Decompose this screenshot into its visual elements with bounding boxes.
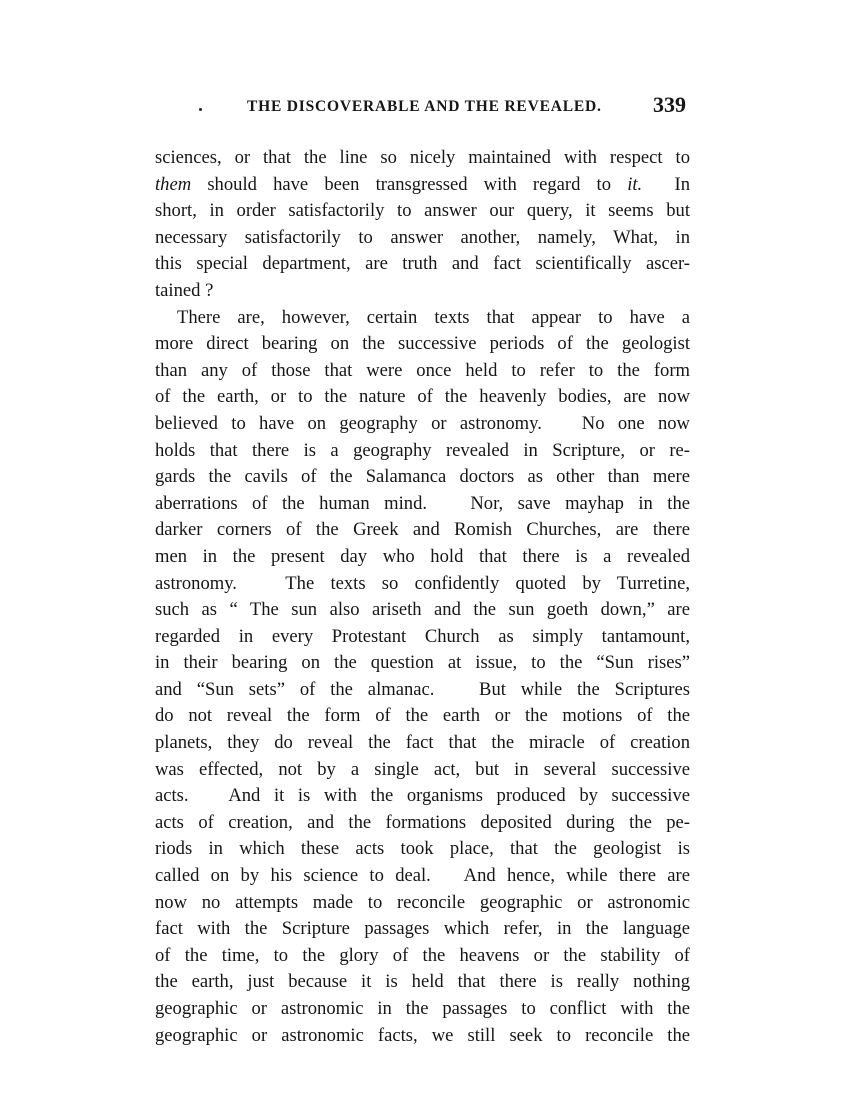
text-line	[155, 384, 690, 411]
text-line	[155, 677, 690, 704]
text-line	[155, 969, 690, 996]
text-line	[155, 145, 690, 172]
text-line	[155, 172, 690, 199]
text-line	[155, 943, 690, 970]
text-line	[155, 358, 690, 385]
text-line	[155, 411, 690, 438]
text-line	[155, 703, 690, 730]
line-text: aberrations of the human mind. Nor, save mayhap in the	[155, 492, 690, 514]
line-text: in their bearing on the question at issue, to the “Sun rises”	[155, 652, 690, 674]
text-line	[155, 996, 690, 1023]
text-line	[155, 225, 690, 252]
line-text: the earth, just because it is held that there is really nothing	[155, 971, 690, 993]
line-text: now no attempts made to reconcile geographic or astronomic	[155, 891, 690, 913]
line-text: more direct bearing on the successive periods of the geologist	[155, 333, 690, 355]
text-line	[155, 517, 690, 544]
text-line	[155, 836, 690, 863]
text-line	[155, 863, 690, 890]
italic-text: it.	[627, 173, 643, 195]
text-line	[155, 624, 690, 651]
line-text: do not reveal the form of the earth or the motions of the	[155, 705, 690, 727]
line-text: believed to have on geography or astronomy. No one now	[155, 412, 690, 434]
text-line	[155, 251, 690, 278]
text-line	[155, 757, 690, 784]
text-line	[155, 1023, 690, 1050]
line-text: short, in order satisfactorily to answer our query, it seems but	[155, 200, 690, 222]
header-title: THE DISCOVERABLE AND THE REVEALED.	[247, 98, 602, 115]
line-text: holds that there is a geography revealed in Scripture, or re-	[155, 439, 690, 461]
line-text: planets, they do reveal the fact that the miracle of creation	[155, 732, 690, 754]
text-line	[155, 916, 690, 943]
line-text: riods in which these acts took place, that the geologist is	[155, 838, 690, 860]
header-dot-mark	[199, 108, 202, 111]
text-line	[155, 597, 690, 624]
line-text: fact with the Scripture passages which refer, in the language	[155, 918, 690, 940]
text-line	[155, 650, 690, 677]
text-line	[155, 331, 690, 358]
text-line	[155, 571, 690, 598]
line-text: darker corners of the Greek and Romish Churches, are there	[155, 519, 690, 541]
line-text: astronomy. The texts so confidently quoted by Turretine,	[155, 572, 690, 594]
line-text: should have been transgressed with regard to	[191, 173, 628, 195]
line-text: acts. And it is with the organisms produced by successive	[155, 785, 690, 807]
text-line	[155, 278, 690, 305]
line-text: men in the present day who hold that there is a revealed	[155, 545, 690, 567]
running-header	[155, 92, 690, 122]
page-number: 339	[653, 92, 686, 117]
line-text: and “Sun sets” of the almanac. But while the Scriptures	[155, 678, 690, 700]
text-line	[155, 544, 690, 571]
italic-text: them	[155, 173, 192, 195]
line-text: In	[642, 173, 690, 195]
text-line	[155, 783, 690, 810]
text-line	[155, 464, 690, 491]
line-text: of the time, to the glory of the heavens or the stability of	[155, 944, 690, 966]
line-text: tained ?	[155, 279, 214, 301]
line-text: was effected, not by a single act, but in several successive	[155, 758, 690, 780]
line-text: sciences, or that the line so nicely maintained with respect to	[155, 147, 690, 168]
line-text: regarded in every Protestant Church as simply tantamount,	[155, 625, 690, 647]
line-text: called on by his science to deal. And hence, while there are	[155, 865, 690, 887]
line-text: necessary satisfactorily to answer another, namely, What, in	[155, 226, 690, 248]
text-line	[155, 438, 690, 465]
line-text: than any of those that were once held to refer to the form	[155, 359, 690, 381]
line-text: gards the cavils of the Salamanca doctors as other than mere	[155, 466, 690, 488]
text-line	[155, 305, 690, 332]
text-line	[155, 890, 690, 917]
line-text: geographic or astronomic facts, we still seek to reconcile the	[155, 1024, 690, 1046]
line-text: such as “ The sun also ariseth and the sun goeth down,” are	[155, 599, 690, 621]
line-text: There are, however, certain texts that appear to have a	[177, 306, 690, 328]
body-text	[155, 145, 690, 1049]
text-line	[155, 810, 690, 837]
line-text: geographic or astronomic in the passages to conflict with the	[155, 998, 690, 1019]
line-text: this special department, are truth and fact scientifically ascer-	[155, 253, 690, 275]
line-text: acts of creation, and the formations deposited during the pe-	[155, 811, 690, 833]
text-line	[155, 491, 690, 518]
line-text: of the earth, or to the nature of the heavenly bodies, are now	[155, 386, 690, 408]
text-line	[155, 730, 690, 757]
text-line	[155, 198, 690, 225]
